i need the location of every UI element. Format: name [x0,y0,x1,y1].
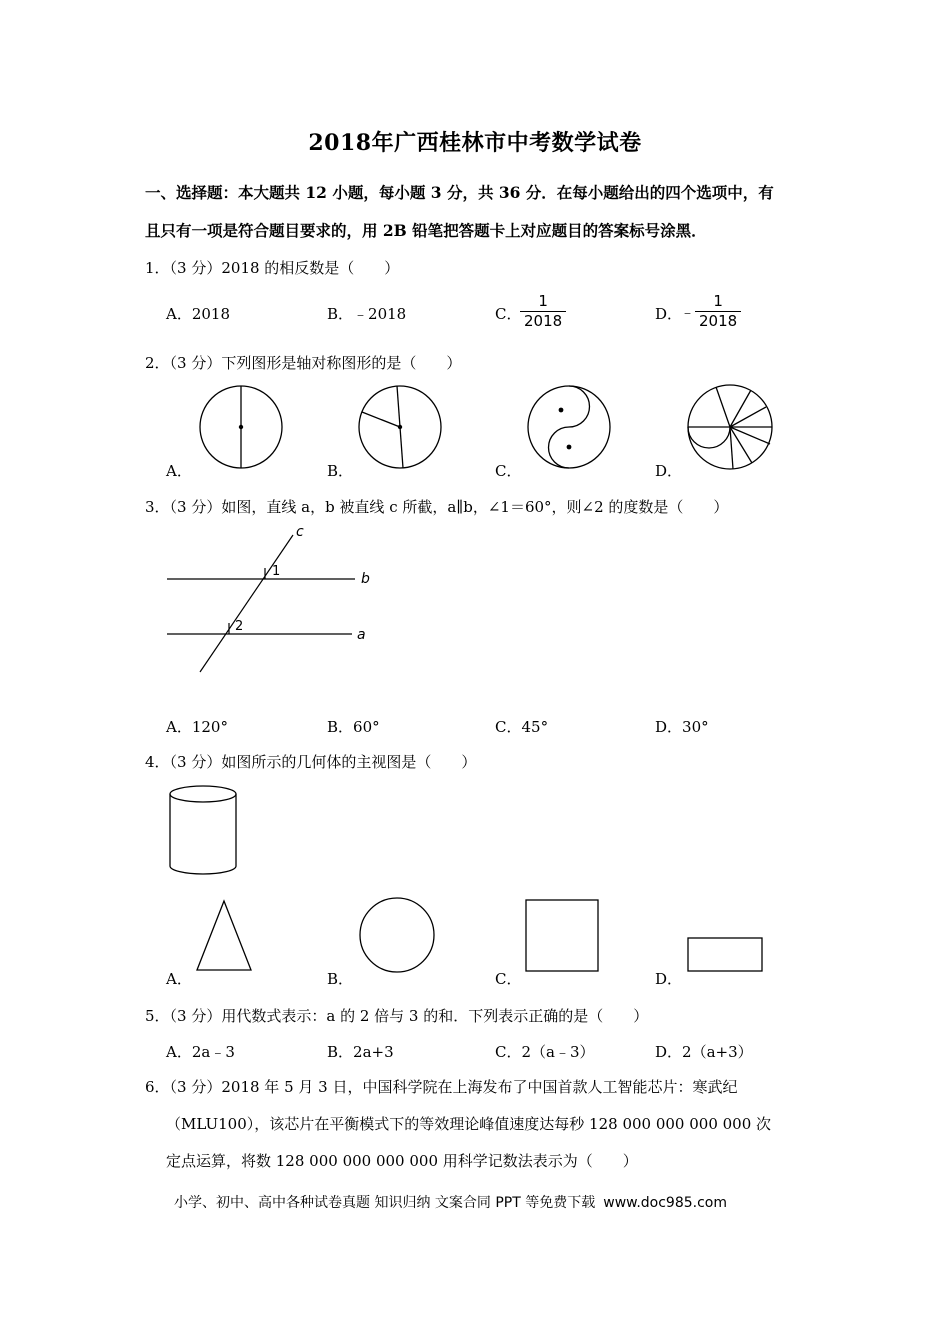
fraction-numerator: 1 [713,292,723,310]
question-5-stem: 5．（3 分）用代数式表示：a 的 2 倍与 3 的和．下列表示正确的是（ ） [145,1007,649,1025]
label-angle-2: 2 [235,619,244,634]
question-6-stem-line3: 定点运算，将数 128 000 000 000 000 用科学记数法表示为（ ） [166,1152,638,1170]
q3-option-c: C．45° [495,718,549,736]
question-6-stem-line2: （MLU100），该芯片在平衡模式下的等效理论峰值速度达每秒 128 000 000 000 000 次 [166,1115,772,1133]
q4-option-a: A． [166,970,192,988]
footer-text: 小学、初中、高中各种试卷真题 知识归纳 文案合同 PPT 等免费下载 [174,1195,596,1211]
section-heading-line1: 一、选择题：本大题共 12 小题，每小题 3 分，共 36 分．在每小题给出的四个选项中，有 [145,183,774,202]
section-heading-line2: 且只有一项是符合题目要求的，用 2B 铅笔把答题卡上对应题目的答案标号涂黑． [145,221,707,240]
q4-figure-a-triangle [197,901,251,970]
page-title: 2018年广西桂林市中考数学试卷 [308,130,642,156]
q3-option-d: D．30° [655,718,709,736]
question-1-stem: 1．（3 分）2018 的相反数是（ ） [145,259,400,277]
label-c: c [296,524,304,540]
fraction-denominator: 2018 [695,311,741,331]
q2-option-b: B． [327,462,354,480]
question-6-stem-line1: 6．（3 分）2018 年 5 月 3 日，中国科学院在上海发布了中国首款人工智能芯片：寒武纪 [145,1078,738,1096]
q5-option-c: C．2（a﹣3） [495,1043,595,1061]
q1-option-b: B．﹣2018 [327,305,407,323]
q4-figure-b-circle [360,898,434,972]
negative-sign: ﹣ [680,303,696,321]
fraction-numerator: 1 [538,292,548,310]
page-footer [174,1192,727,1212]
q2-option-c: C． [495,462,522,480]
q1-option-d: D． [655,305,683,323]
q5-option-a: A．2a﹣3 [166,1043,235,1061]
label-angle-1: 1 [272,564,281,579]
question-4-stem: 4．（3 分）如图所示的几何体的主视图是（ ） [145,753,477,771]
cylinder-figure [170,786,236,874]
label-b: b [361,571,370,587]
q4-option-c: C． [495,970,522,988]
q4-figure-c-square [526,900,598,971]
q3-option-a: A．120° [166,718,228,736]
q2-option-a: A． [166,462,192,480]
q3-option-b: B．60° [327,718,380,736]
q1-option-c: C． [495,305,522,323]
footer-url[interactable]: www.doc985.com [603,1195,727,1211]
q4-option-d: D． [655,970,683,988]
q1-option-a: A．2018 [166,305,231,323]
q4-figure-d-rectangle [688,938,762,971]
fraction-denominator: 2018 [520,311,566,331]
question-2-stem: 2．（3 分）下列图形是轴对称图形的是（ ） [145,354,462,372]
q4-option-b: B． [327,970,354,988]
q5-option-d: D．2（a+3） [655,1043,753,1061]
label-a: a [357,627,366,643]
q2-option-d: D． [655,462,683,480]
question-3-stem: 3．（3 分）如图，直线 a，b 被直线 c 所截，a∥b，∠1＝60°，则∠2 的度数是（ ） [145,498,729,516]
q5-option-b: B．2a+3 [327,1043,394,1061]
